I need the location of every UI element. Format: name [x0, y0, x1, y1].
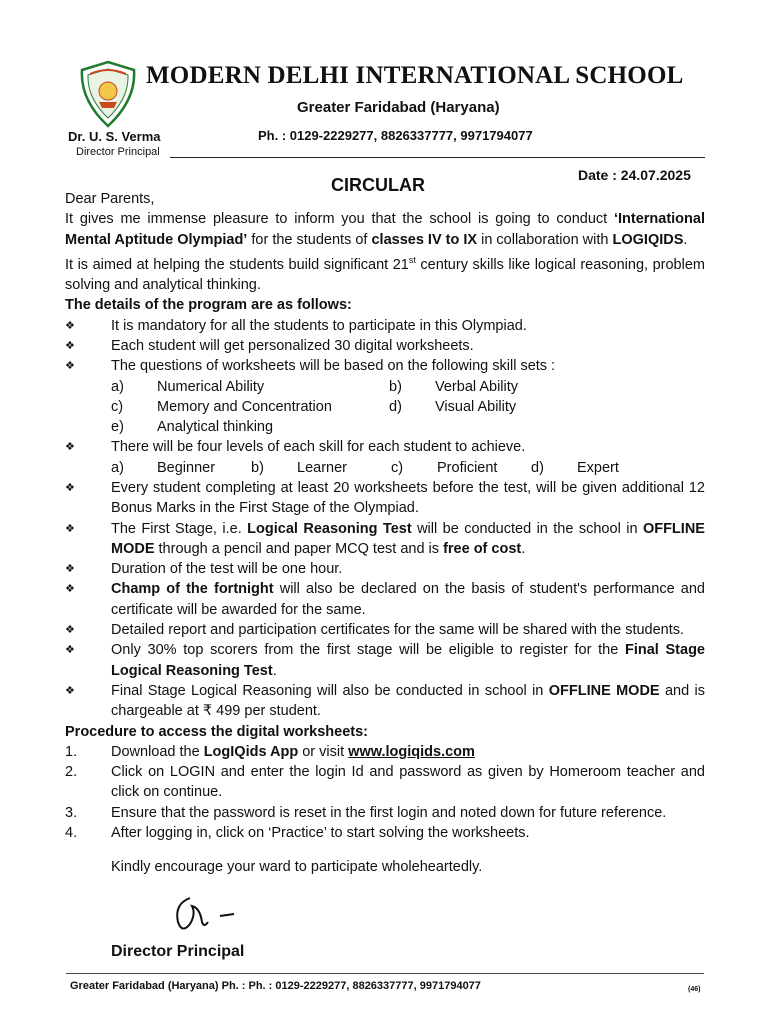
greeting: Dear Parents, — [65, 191, 155, 207]
signatory: Director Principal — [111, 943, 245, 960]
school-name: MODERN DELHI INTERNATIONAL SCHOOL — [146, 62, 684, 89]
footer-contact: Greater Faridabad (Haryana) Ph. : Ph. : 0129-2229277, 8826337777, 9971794077 — [70, 980, 481, 992]
circular-body — [65, 189, 705, 878]
circular-date: Date : 24.07.2025 — [578, 167, 691, 183]
closing-line: Kindly encourage your ward to participate wholeheartedly. — [111, 859, 483, 876]
list-item: ❖ The First Stage, i.e. Logical Reasoning Test will be conducted in the school in OFFLINE MODE through a pencil and paper MCQ test and is free of cost. — [65, 519, 705, 560]
list-item: ❖ The questions of worksheets will be based on the following skill sets : — [65, 356, 705, 376]
page-number: (46) — [688, 986, 701, 993]
director-name: Dr. U. S. Verma — [68, 129, 161, 144]
list-item: ❖ Only 30% top scorers from the first stage will be eligible to register for the Final Stage Logical Reasoning Test. — [65, 640, 705, 681]
list-item: ❖ Every student completing at least 20 worksheets before the test, will be given additional 12 Bonus Marks in the First Stage of the Olympiad. — [65, 478, 705, 519]
diamond-bullet-icon: ❖ — [65, 684, 75, 697]
diamond-bullet-icon: ❖ — [65, 481, 75, 494]
school-crest-icon — [76, 60, 140, 128]
diamond-bullet-icon: ❖ — [65, 583, 75, 596]
diamond-bullet-icon: ❖ — [65, 339, 75, 352]
footer-divider — [66, 973, 704, 974]
list-item: ❖ It is mandatory for all the students to participate in this Olympiad. — [65, 316, 705, 336]
procedure-step: 3. Ensure that the password is reset in the first login and noted down for future reference. — [65, 804, 667, 821]
skill-levels: a) Beginner b) Learner c) Proficient d) Expert — [111, 459, 619, 476]
list-item: ❖ Duration of the test will be one hour. — [65, 559, 705, 579]
skill-sets: a) Numerical Ability b) Verbal Ability c) Memory and Concentration d) Visual Ability e) Analytical thinking — [111, 378, 519, 436]
diamond-bullet-icon: ❖ — [65, 563, 75, 576]
diamond-bullet-icon: ❖ — [65, 644, 75, 657]
list-item: ❖ Champ of the fortnight will also be declared on the basis of student's performance and certificate will be awarded for the same. — [65, 579, 705, 620]
procedure-step: 2. Click on LOGIN and enter the login Id and password as given by Homeroom teacher and click on continue. — [65, 764, 705, 801]
aim-paragraph: It is aimed at helping the students build significant 21st century skills like logical reasoning, problem solving and analytical thinking. — [65, 254, 705, 294]
procedure-step: 1. Download the LogIQids App or visit www.logiqids.com — [65, 743, 475, 760]
diamond-bullet-icon: ❖ — [65, 522, 75, 535]
details-heading: The details of the program are as follows: — [65, 297, 352, 314]
intro-paragraph: It gives me immense pleasure to inform you that the school is going to conduct ‘International Mental Aptitude Olympiad’ for the students of classes IV to IX in collaboration with LOGIQIDS. — [65, 211, 705, 248]
diamond-bullet-icon: ❖ — [65, 319, 75, 332]
procedure-heading: Procedure to access the digital worksheets: — [65, 723, 368, 740]
logiqids-link[interactable]: www.logiqids.com — [348, 743, 475, 760]
diamond-bullet-icon: ❖ — [65, 624, 75, 637]
director-title: Director Principal — [76, 146, 160, 158]
circular-title: CIRCULAR — [331, 175, 425, 195]
header-divider — [170, 157, 705, 158]
diamond-bullet-icon: ❖ — [65, 441, 75, 454]
diamond-bullet-icon: ❖ — [65, 360, 75, 373]
list-item: ❖ Detailed report and participation certificates for the same will be shared with the students. — [65, 620, 705, 640]
school-phone: Ph. : 0129-2229277, 8826337777, 9971794077 — [258, 128, 533, 143]
signature-icon — [160, 888, 240, 940]
list-item: ❖ There will be four levels of each skill for each student to achieve. — [65, 437, 705, 457]
list-item: ❖ Final Stage Logical Reasoning will also be conducted in school in OFFLINE MODE and is chargeable at ₹ 499 per student. — [65, 681, 705, 722]
procedure-step: 4. After logging in, click on ‘Practice’ to start solving the worksheets. — [65, 825, 530, 842]
list-item: ❖ Each student will get personalized 30 digital worksheets. — [65, 336, 705, 356]
school-location: Greater Faridabad (Haryana) — [297, 99, 500, 116]
